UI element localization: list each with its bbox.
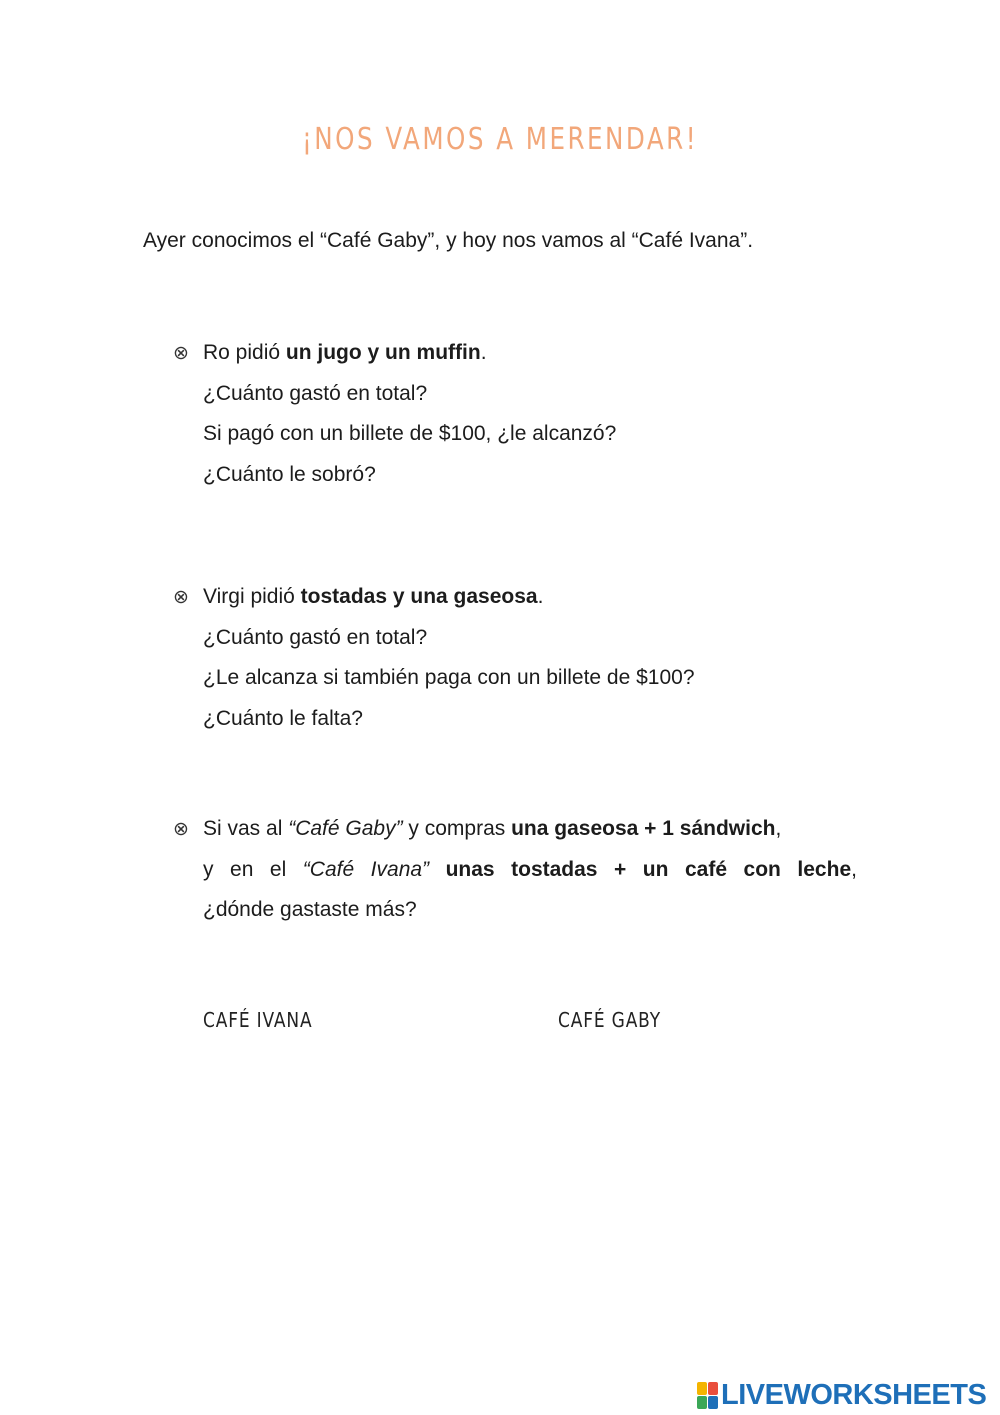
page-title: ¡NOS VAMOS A MERENDAR! bbox=[301, 122, 699, 157]
logo-text: LIVEWORKSHEETS bbox=[721, 1378, 987, 1411]
bullet-icon: ⊗ bbox=[173, 819, 189, 840]
cafe-gaby-label: CAFÉ GABY bbox=[558, 1008, 661, 1032]
q3-bold: unas tostadas + un café con leche bbox=[445, 857, 852, 881]
q1-line: ¿Cuánto le sobró? bbox=[203, 462, 376, 486]
q2-prefix: Virgi pidió bbox=[203, 585, 301, 608]
bullet-icon: ⊗ bbox=[173, 343, 189, 364]
q3-text: y compras bbox=[402, 817, 512, 840]
q3-bold: una gaseosa + 1 sándwich bbox=[511, 817, 776, 840]
q2-line: ¿Cuánto gastó en total? bbox=[203, 625, 428, 649]
q3-text: Si vas al bbox=[203, 817, 289, 840]
q3-line: ¿dónde gastaste más? bbox=[203, 898, 417, 922]
logo-icon bbox=[697, 1381, 719, 1409]
question-1 bbox=[173, 333, 857, 495]
q3-text: , bbox=[851, 857, 857, 881]
q3-text: , bbox=[775, 817, 782, 840]
q3-cafe-ivana: “Café Ivana” bbox=[302, 857, 430, 881]
q1-line: Si pagó con un billete de $100, ¿le alcanzó? bbox=[203, 422, 617, 446]
q2-line: ¿Le alcanza si también paga con un billete de $100? bbox=[203, 666, 695, 690]
question-3 bbox=[173, 809, 857, 931]
q1-suffix: . bbox=[480, 341, 487, 364]
liveworksheets-logo bbox=[697, 1375, 986, 1415]
q1-prefix: Ro pidió bbox=[203, 341, 286, 364]
q3-text: y en el bbox=[203, 857, 303, 881]
q2-suffix: . bbox=[537, 585, 544, 608]
bullet-icon: ⊗ bbox=[173, 587, 189, 608]
q3-cafe-gaby: “Café Gaby” bbox=[288, 817, 403, 840]
q3-line-2 bbox=[173, 850, 857, 891]
cafe-ivana-label: CAFÉ IVANA bbox=[203, 1008, 313, 1032]
q2-bold: tostadas y una gaseosa bbox=[300, 585, 538, 608]
q1-line: ¿Cuánto gastó en total? bbox=[203, 381, 428, 405]
question-2 bbox=[173, 577, 857, 739]
intro-text: Ayer conocimos el “Café Gaby”, y hoy nos vamos al “Café Ivana”. bbox=[143, 229, 754, 252]
q1-bold: un jugo y un muffin bbox=[285, 341, 481, 364]
q2-line: ¿Cuánto le falta? bbox=[203, 706, 363, 730]
